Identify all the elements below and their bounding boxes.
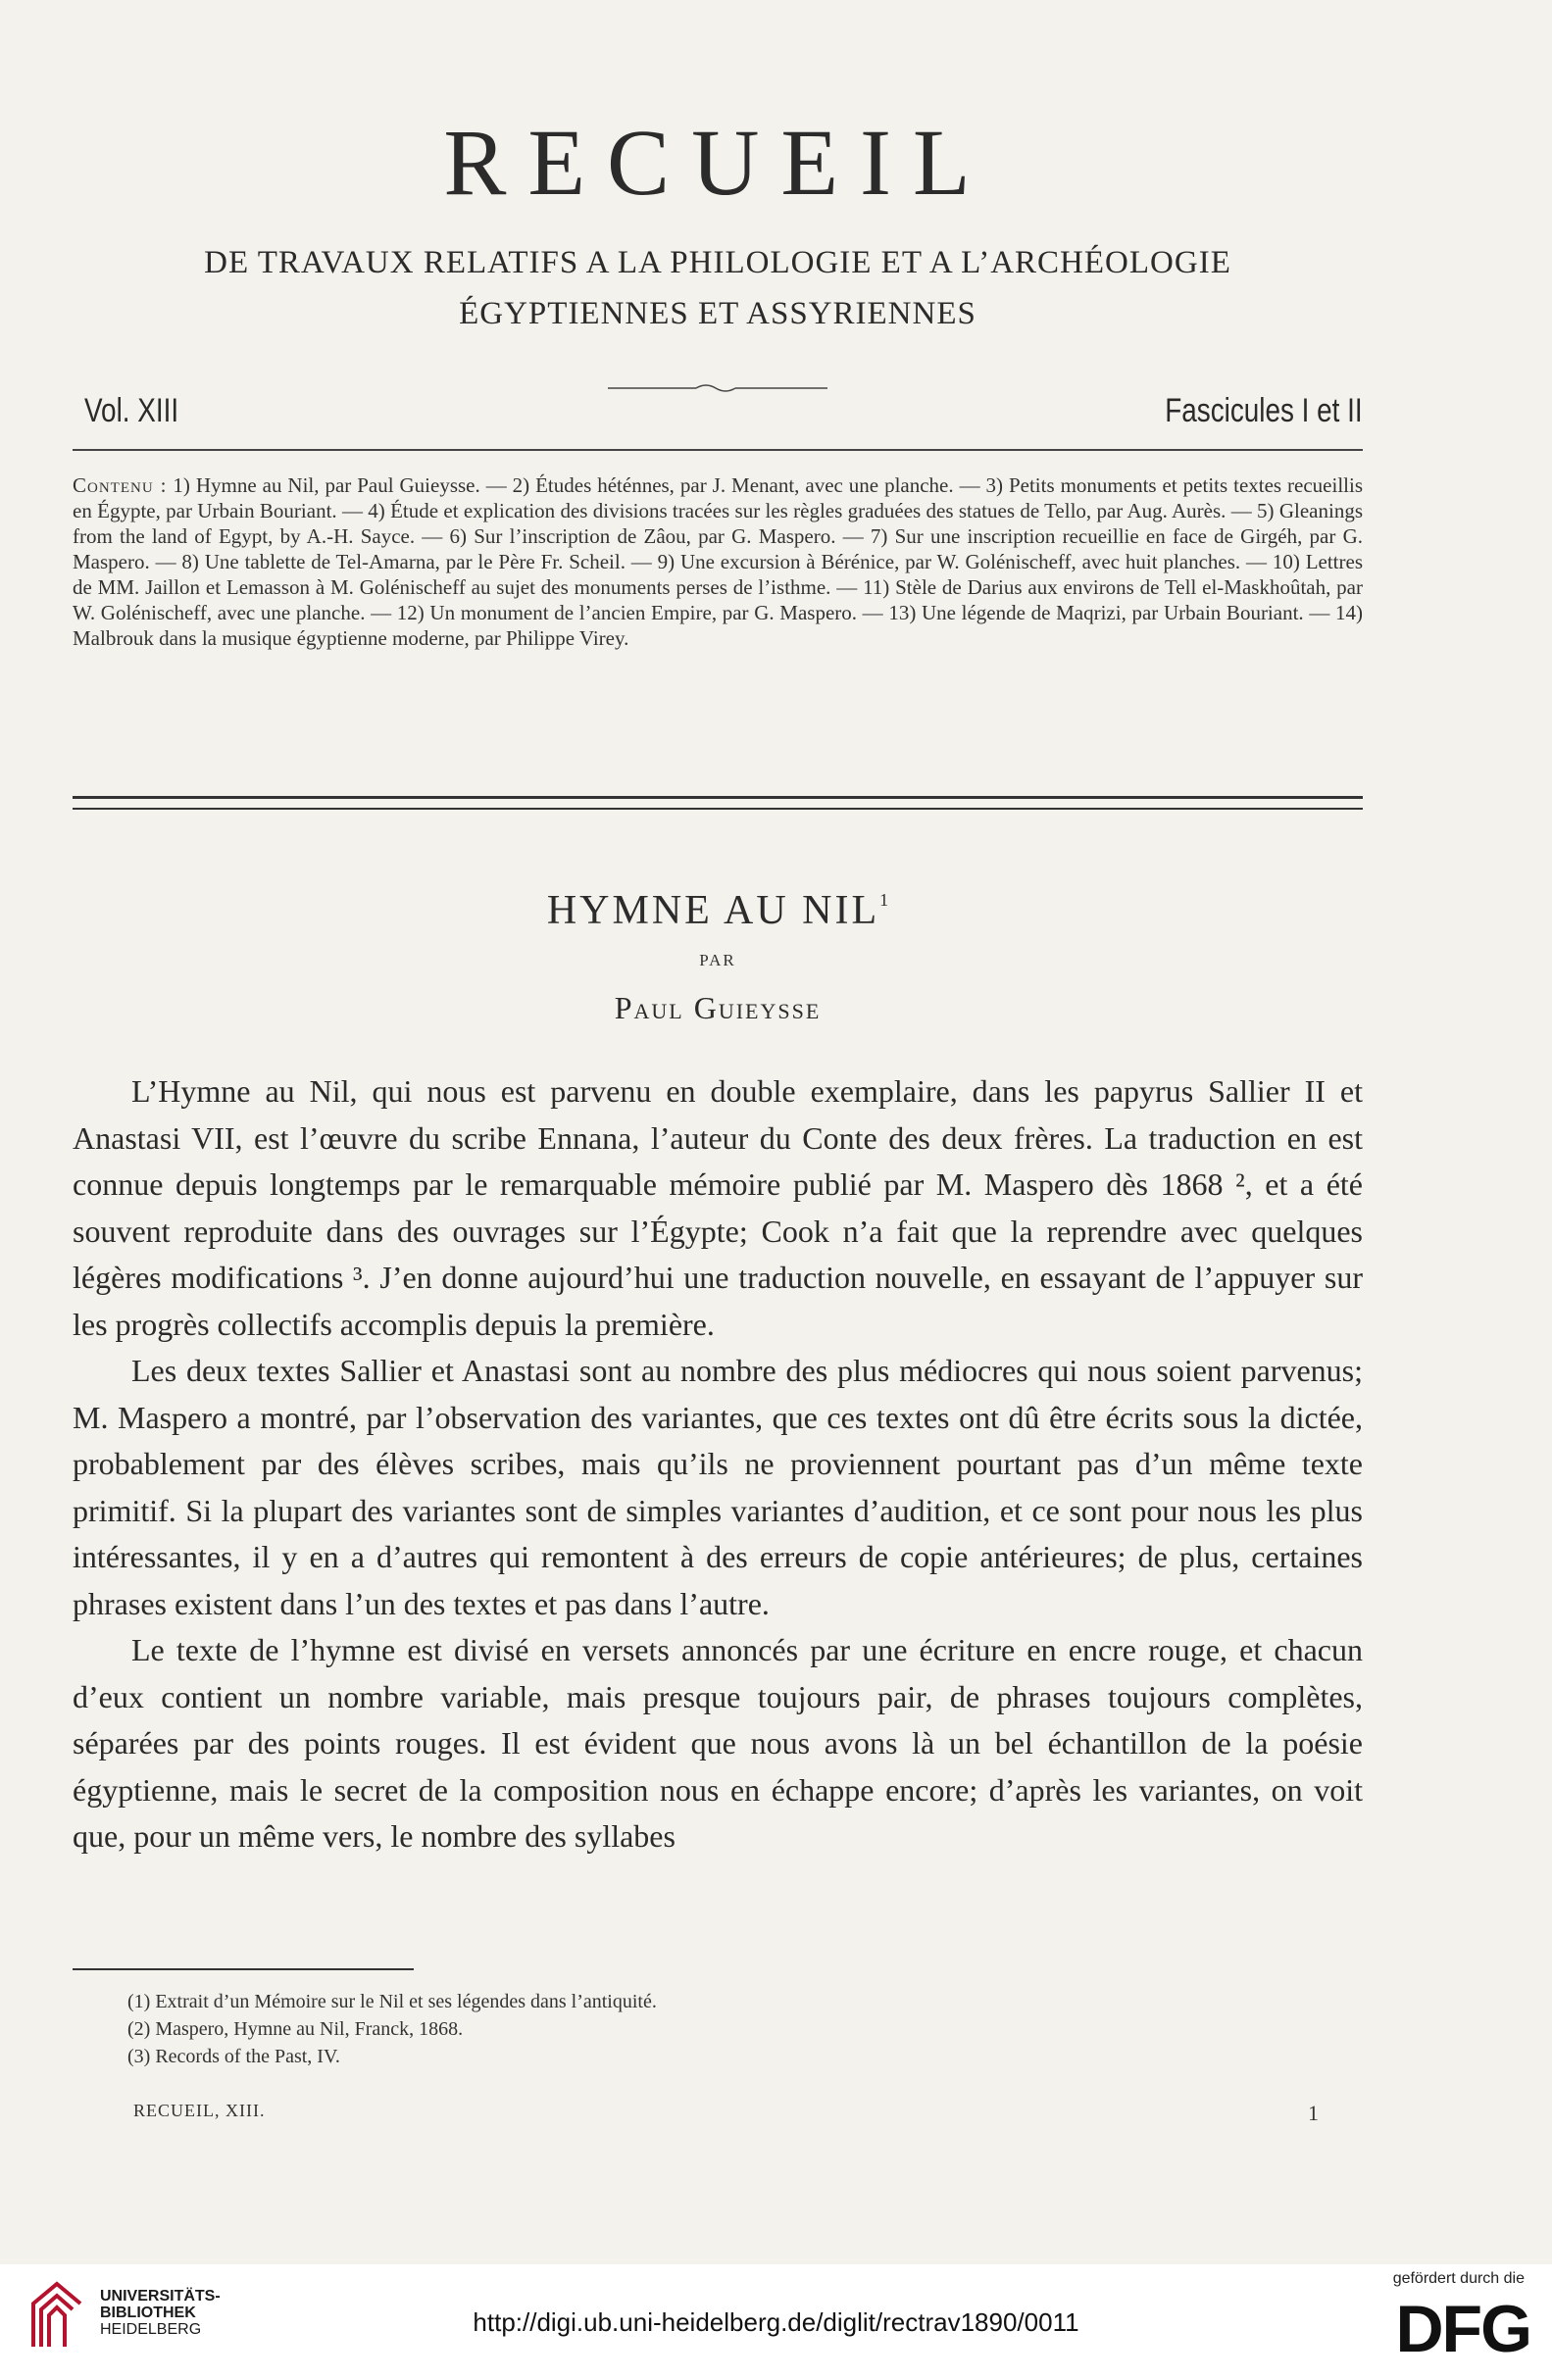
- digitization-footer: [0, 2264, 1552, 2380]
- fascicules-label: Fascicules I et II: [1165, 392, 1363, 429]
- journal-title: RECUEIL: [443, 110, 992, 215]
- contents-double-rule: [73, 796, 1363, 810]
- contents-text: 1) Hymne au Nil, par Paul Guieysse. — 2) Études héténnes, par J. Menant, avec une planche. — 3) Petits monuments et petits textes recueillis en Égypte, par Urbain Bouriant. — 4) Étude et explication des divisions tracées sur les règles graduées des statues de Tello, par Aug. Aurès. — 5) Gleanings from the land of Egypt, by A.-H. Sayce. — 6) Sur l’inscription de Zâou, par G. Maspero. — 7) Sur une inscription recueillie en face de Girgéh, par G. Maspero. — 8) Une tablette de Tel-Amarna, par le Père Fr. Scheil. — 9) Une excursion à Bérénice, par W. Golénischeff, avec huit planches. — 10) Lettres de MM. Jaillon et Lemasson à M. Golénischeff au sujet des monuments perses de l’isthme. — 11) Stèle de Darius aux environs de Tell el-Maskhoûtah, par W. Golénischeff, avec une planche. — 12) Un monument de l’ancien Empire, par G. Maspero. — 13) Une légende de Maqrizi, par Urbain Bouriant. — 14) Malbrouk dans la musique égyptienne moderne, par Philippe Virey.: [73, 473, 1364, 650]
- library-name-line: UNIVERSITÄTS-: [100, 2288, 221, 2305]
- journal-subtitle-line2: ÉGYPTIENNES ET ASSYRIENNES: [459, 296, 976, 331]
- paragraph: Le texte de l’hymne est divisé en versets annoncés par une écriture en encre rouge, et chacun d’eux contient un nombre variable, mais presque toujours pair, de phrases toujours complètes, séparées par des points rouges. Il est évident que nous avons là un bel échantillon de la poésie égyptienne, mais le secret de la composition nous en échappe encore; d’après les variantes, on voit que, pour un même vers, le nombre des syllabes: [73, 1632, 1363, 1854]
- volume-label: Vol. XIII: [84, 392, 179, 429]
- footnotes: [127, 1988, 1304, 2070]
- volume-row: [73, 392, 1363, 441]
- header-rule: [73, 449, 1363, 451]
- by-label: PAR: [699, 951, 736, 969]
- running-footer: [133, 2101, 1320, 2130]
- article-body: [73, 1068, 1363, 1860]
- table-of-contents: [73, 472, 1363, 651]
- footnote: (2) Maspero, Hymne au Nil, Franck, 1868.: [127, 2018, 464, 2040]
- paragraph: Les deux textes Sallier et Anastasi sont au nombre des plus médiocres qui nous soient parvenus; M. Maspero a montré, par l’observation des variantes, que ces textes ont dû être écrits sous la dictée, probablement par des élèves scribes, mais qu’ils ne proviennent pourtant pas d’un même texte primitif. Si la plupart des variantes sont de simples variantes d’audition, et ce sont pour nous les plus intéressantes, il y en a d’autres qui remontent à des erreurs de copie antérieures; de plus, certaines phrases existent dans l’un des textes et pas dans l’autre.: [73, 1353, 1363, 1621]
- article-title-footnote-ref: 1: [879, 890, 889, 910]
- source-url-link[interactable]: http://digi.ub.uni-heidelberg.de/diglit/rectrav1890/0011: [473, 2307, 1079, 2337]
- article-author: Paul Guieysse: [614, 990, 822, 1025]
- journal-subtitle-line1: DE TRAVAUX RELATIFS A LA PHILOLOGIE ET A L’ARCHÉOLOGIE: [204, 245, 1231, 280]
- article-title: [73, 887, 1363, 934]
- funding-label: gefördert durch die: [1392, 2270, 1525, 2287]
- footnote-rule: [73, 1968, 414, 1970]
- footnote: (3) Records of the Past, IV.: [127, 2046, 340, 2067]
- contents-lead: Contenu :: [73, 473, 168, 497]
- library-name-line: BIBLIOTHEK: [100, 2305, 196, 2321]
- running-footer-title: RECUEIL, XIII.: [133, 2101, 266, 2120]
- dfg-logo: DFG: [1395, 2292, 1530, 2366]
- footnote: (1) Extrait d’un Mémoire sur le Nil et ses légendes dans l’antiquité.: [127, 1991, 657, 2012]
- page-number: 1: [1308, 2101, 1320, 2125]
- article-title-text: HYMNE AU NIL: [546, 888, 880, 933]
- paragraph: L’Hymne au Nil, qui nous est parvenu en double exemplaire, dans les papyrus Sallier II et Anastasi VII, est l’œuvre du scribe Ennana, l’auteur du Conte des deux frères. La traduction en est connue depuis longtemps par le remarquable mémoire publié par M. Maspero dès 1868 ², et a été souvent reproduite dans des ouvrages sur l’Égypte; Cook n’a fait que la reprendre avec quelques légères modifications ³. J’en donne aujourd’hui une traduction nouvelle, en essayant de l’appuyer sur les progrès collectifs accomplis depuis la première.: [73, 1073, 1363, 1342]
- library-name-line: HEIDELBERG: [100, 2321, 202, 2338]
